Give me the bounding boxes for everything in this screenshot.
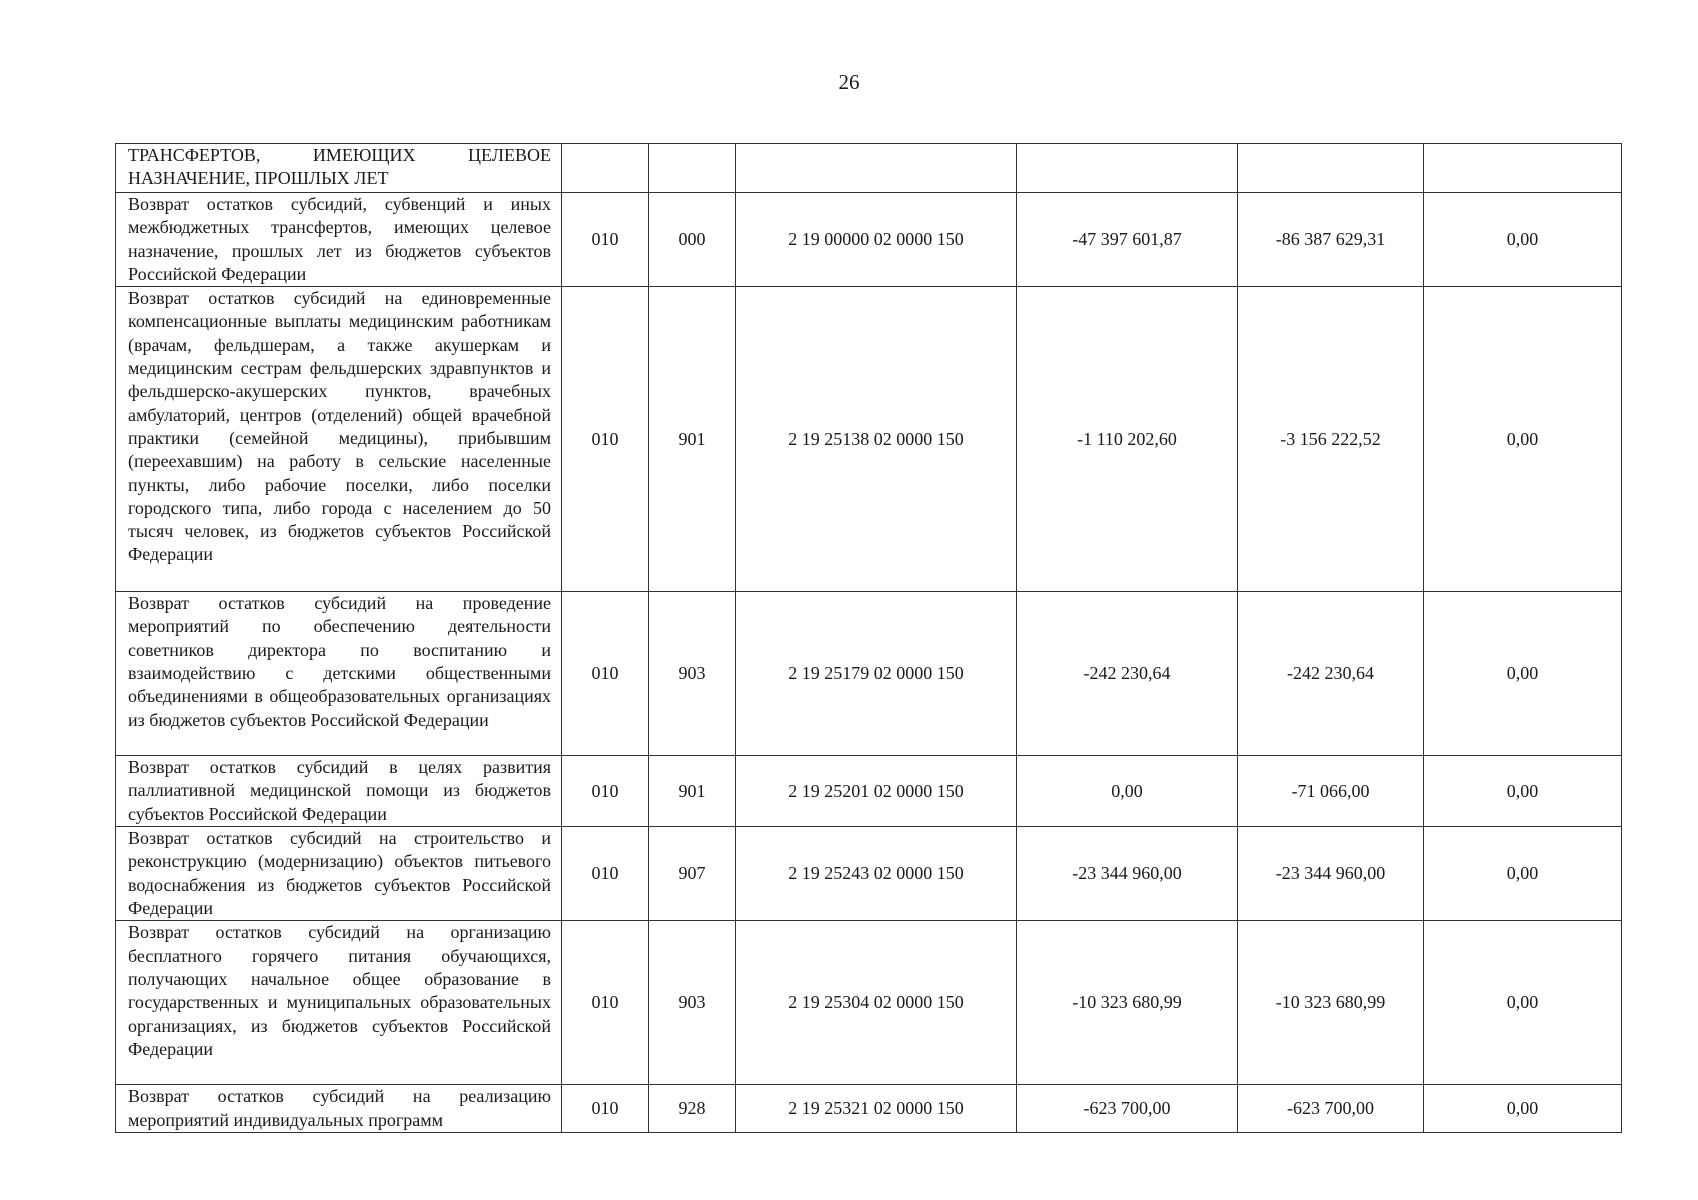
row-amount-2: -71 066,00 bbox=[1238, 756, 1424, 827]
row-admin-code: 901 bbox=[649, 287, 736, 592]
row-amount-1: 0,00 bbox=[1017, 756, 1238, 827]
row-amount-3: 0,00 bbox=[1424, 827, 1622, 921]
row-section-code bbox=[562, 144, 649, 193]
row-amount-1 bbox=[1017, 144, 1238, 193]
table-row bbox=[116, 1085, 1622, 1133]
table-row bbox=[116, 144, 1622, 193]
row-amount-3: 0,00 bbox=[1424, 193, 1622, 287]
row-section-code: 010 bbox=[562, 287, 649, 592]
page-number: 26 bbox=[838, 70, 860, 94]
row-amount-1: -623 700,00 bbox=[1017, 1085, 1238, 1133]
row-description: Возврат остатков субсидий на строительство и реконструкцию (модернизацию) объектов питьевого водоснабжения из бюджетов субъектов Российской Федерации bbox=[116, 827, 562, 921]
row-amount-3 bbox=[1424, 144, 1622, 193]
row-admin-code: 907 bbox=[649, 827, 736, 921]
row-description: ТРАНСФЕРТОВ, ИМЕЮЩИХ ЦЕЛЕВОЕ НАЗНАЧЕНИЕ, ПРОШЛЫХ ЛЕТ bbox=[116, 144, 562, 193]
row-amount-1: -242 230,64 bbox=[1017, 592, 1238, 756]
row-amount-2: -242 230,64 bbox=[1238, 592, 1424, 756]
row-budget-code: 2 19 25321 02 0000 150 bbox=[736, 1085, 1017, 1133]
row-admin-code: 000 bbox=[649, 193, 736, 287]
row-amount-3: 0,00 bbox=[1424, 921, 1622, 1085]
row-description: Возврат остатков субсидий на единовременные компенсационные выплаты медицинским работникам (врачам, фельдшерам, а также акушеркам и медицинским сестрам фельдшерских здравпунктов и фельдшерско-акушерских пунктов, врачебных амбулаторий, центров (отделений) общей врачебной практики (семейной медицины), прибывшим (переехавшим) на работу в сельские населенные пункты, либо рабочие поселки, либо поселки городского типа, либо города с населением до 50 тысяч человек, из бюджетов субъектов Российской Федерации bbox=[116, 287, 562, 592]
row-amount-3: 0,00 bbox=[1424, 287, 1622, 592]
row-amount-2: -86 387 629,31 bbox=[1238, 193, 1424, 287]
row-budget-code: 2 19 25138 02 0000 150 bbox=[736, 287, 1017, 592]
row-section-code: 010 bbox=[562, 921, 649, 1085]
row-admin-code: 928 bbox=[649, 1085, 736, 1133]
row-admin-code: 903 bbox=[649, 921, 736, 1085]
budget-table bbox=[115, 143, 1622, 1133]
row-budget-code: 2 19 25243 02 0000 150 bbox=[736, 827, 1017, 921]
row-amount-2: -623 700,00 bbox=[1238, 1085, 1424, 1133]
row-amount-3: 0,00 bbox=[1424, 592, 1622, 756]
table-row bbox=[116, 193, 1622, 287]
row-section-code: 010 bbox=[562, 827, 649, 921]
row-admin-code: 901 bbox=[649, 756, 736, 827]
row-description: Возврат остатков субсидий, субвенций и иных межбюджетных трансфертов, имеющих целевое назначение, прошлых лет из бюджетов субъектов Российской Федерации bbox=[116, 193, 562, 287]
table-row bbox=[116, 287, 1622, 592]
row-section-code: 010 bbox=[562, 193, 649, 287]
row-budget-code: 2 19 00000 02 0000 150 bbox=[736, 193, 1017, 287]
row-section-code: 010 bbox=[562, 756, 649, 827]
row-amount-2 bbox=[1238, 144, 1424, 193]
row-amount-2: -3 156 222,52 bbox=[1238, 287, 1424, 592]
table-row bbox=[116, 756, 1622, 827]
table-row bbox=[116, 592, 1622, 756]
row-description: Возврат остатков субсидий на организацию бесплатного горячего питания обучающихся, получающих начальное общее образование в государственных и муниципальных образовательных организациях, из бюджетов субъектов Российской Федерации bbox=[116, 921, 562, 1085]
row-amount-1: -10 323 680,99 bbox=[1017, 921, 1238, 1085]
table-row bbox=[116, 921, 1622, 1085]
row-amount-1: -1 110 202,60 bbox=[1017, 287, 1238, 592]
row-amount-3: 0,00 bbox=[1424, 1085, 1622, 1133]
row-amount-2: -10 323 680,99 bbox=[1238, 921, 1424, 1085]
row-description: Возврат остатков субсидий в целях развития паллиативной медицинской помощи из бюджетов субъектов Российской Федерации bbox=[116, 756, 562, 827]
row-amount-1: -23 344 960,00 bbox=[1017, 827, 1238, 921]
row-description: Возврат остатков субсидий на проведение мероприятий по обеспечению деятельности советников директора по воспитанию и взаимодействию с детскими общественными объединениями в общеобразовательных организациях из бюджетов субъектов Российской Федерации bbox=[116, 592, 562, 756]
row-amount-1: -47 397 601,87 bbox=[1017, 193, 1238, 287]
row-amount-3: 0,00 bbox=[1424, 756, 1622, 827]
row-budget-code: 2 19 25179 02 0000 150 bbox=[736, 592, 1017, 756]
row-section-code: 010 bbox=[562, 592, 649, 756]
row-section-code: 010 bbox=[562, 1085, 649, 1133]
row-budget-code: 2 19 25304 02 0000 150 bbox=[736, 921, 1017, 1085]
row-description: Возврат остатков субсидий на реализацию мероприятий индивидуальных программ bbox=[116, 1085, 562, 1133]
row-admin-code bbox=[649, 144, 736, 193]
row-admin-code: 903 bbox=[649, 592, 736, 756]
row-budget-code: 2 19 25201 02 0000 150 bbox=[736, 756, 1017, 827]
row-budget-code bbox=[736, 144, 1017, 193]
row-amount-2: -23 344 960,00 bbox=[1238, 827, 1424, 921]
table-row bbox=[116, 827, 1622, 921]
